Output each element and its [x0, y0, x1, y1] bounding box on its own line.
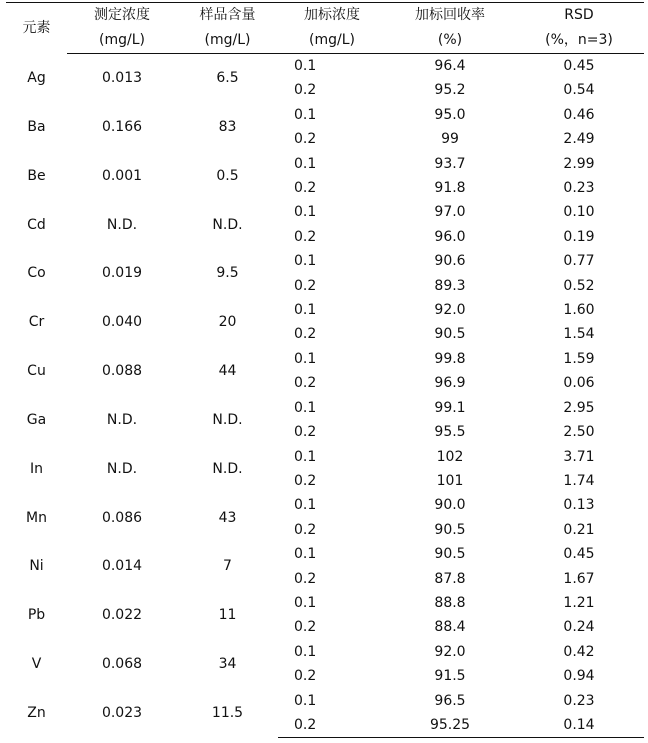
measured-cell: 0.068	[101, 655, 143, 672]
content-cell: 20	[218, 314, 237, 331]
measured-cell: 0.040	[101, 314, 143, 331]
spike-conc-cell: 0.2	[294, 424, 317, 441]
spike-conc-cell: 0.2	[294, 82, 317, 99]
rsd-cell: 2.99	[563, 155, 595, 172]
recovery-cell: 96.5	[434, 692, 466, 709]
content-cell: 6.5	[216, 70, 239, 87]
measured-cell: 0.088	[101, 363, 143, 380]
rsd-cell: 0.23	[563, 180, 595, 197]
recovery-cell: 95.25	[386, 713, 514, 738]
measured-cell: 0.013	[101, 70, 143, 87]
table-row	[6, 298, 644, 322]
spike-conc-cell: 0.2	[294, 668, 317, 685]
rsd-cell: 0.77	[563, 253, 595, 270]
content-cell: N.D.	[212, 411, 243, 428]
rsd-cell: 0.19	[563, 228, 595, 245]
rsd-cell: 0.06	[563, 375, 595, 392]
header-content-unit: (mg/L)	[177, 28, 278, 54]
rsd-cell: 1.67	[563, 570, 595, 587]
measured-cell: 0.086	[101, 509, 143, 526]
element-cell: Cu	[27, 363, 46, 380]
measured-cell: 0.019	[101, 265, 143, 282]
table-body	[6, 54, 644, 738]
rsd-cell: 0.13	[563, 497, 595, 514]
recovery-cell: 89.3	[434, 277, 466, 294]
element-cell: Ni	[29, 558, 44, 575]
element-cell: Ba	[27, 119, 46, 136]
spike-conc-cell: 0.1	[294, 594, 317, 611]
rsd-cell: 0.42	[563, 643, 595, 660]
spike-conc-cell: 0.1	[294, 106, 317, 123]
element-cell: Cd	[27, 216, 46, 233]
table-row	[6, 200, 644, 224]
table-row	[6, 542, 644, 566]
recovery-cell: 95.2	[434, 82, 466, 99]
recovery-cell: 93.7	[434, 155, 466, 172]
element-cell: Ag	[27, 69, 46, 86]
element-cell: Zn	[27, 705, 46, 722]
header-element: 元素	[6, 3, 67, 54]
recovery-cell: 99	[441, 131, 459, 148]
element-cell: Cr	[28, 314, 45, 331]
measured-cell: N.D.	[106, 411, 138, 428]
spike-conc-cell: 0.2	[294, 375, 317, 392]
table-row	[6, 591, 644, 615]
table-row	[6, 54, 644, 79]
measured-cell: N.D.	[106, 216, 138, 233]
measured-cell: N.D.	[106, 460, 138, 477]
recovery-cell: 99.8	[434, 350, 466, 367]
element-cell: Co	[27, 265, 46, 282]
spike-conc-cell: 0.1	[294, 448, 317, 465]
recovery-cell: 95.5	[434, 424, 466, 441]
spike-conc-cell: 0.1	[294, 253, 317, 270]
recovery-cell: 92.0	[434, 302, 466, 319]
recovery-cell: 88.4	[434, 619, 466, 636]
rsd-cell: 2.95	[563, 399, 595, 416]
table-row	[6, 445, 644, 469]
spike-conc-cell: 0.2	[294, 277, 317, 294]
spike-recovery-table	[6, 2, 644, 738]
content-cell: N.D.	[212, 460, 243, 477]
rsd-cell: 0.94	[563, 668, 595, 685]
measured-cell: 0.166	[101, 119, 143, 136]
content-cell: 9.5	[216, 265, 239, 282]
spike-conc-cell: 0.1	[294, 643, 317, 660]
spike-conc-cell: 0.2	[294, 131, 317, 148]
recovery-cell: 101	[436, 472, 464, 489]
element-cell: Pb	[27, 607, 46, 624]
recovery-cell: 91.8	[434, 180, 466, 197]
content-cell: 7	[223, 558, 232, 575]
element-cell: Mn	[26, 509, 47, 526]
header-spike: 加标浓度	[278, 3, 386, 29]
header-spike-unit: (mg/L)	[278, 28, 386, 54]
rsd-cell: 0.45	[563, 58, 595, 74]
recovery-cell: 96.9	[434, 375, 466, 392]
table-row	[6, 689, 644, 713]
rsd-cell: 3.71	[563, 448, 595, 465]
recovery-cell: 91.5	[434, 668, 466, 685]
spike-conc-cell: 0.2	[278, 713, 386, 738]
spike-conc-cell: 0.1	[294, 302, 317, 319]
results-table-container	[6, 2, 644, 738]
recovery-cell: 99.1	[434, 399, 466, 416]
recovery-cell: 97.0	[434, 204, 466, 221]
recovery-cell: 90.0	[434, 497, 466, 514]
header-rsd: RSD	[514, 3, 644, 29]
header-row-1	[6, 3, 644, 29]
rsd-cell: 2.49	[563, 131, 595, 148]
recovery-cell: 90.5	[434, 546, 466, 563]
recovery-cell: 102	[436, 448, 464, 465]
recovery-cell: 87.8	[434, 570, 466, 587]
rsd-cell: 2.50	[563, 424, 595, 441]
table-row	[6, 152, 644, 176]
spike-conc-cell: 0.1	[294, 399, 317, 416]
spike-conc-cell: 0.2	[294, 326, 317, 343]
header-measured-unit: (mg/L)	[67, 28, 177, 54]
rsd-cell: 0.14	[514, 713, 644, 738]
rsd-cell: 1.74	[563, 472, 595, 489]
table-row	[6, 493, 644, 517]
recovery-cell: 90.5	[434, 521, 466, 538]
element-cell: Be	[27, 167, 46, 184]
content-cell: 83	[218, 119, 237, 136]
spike-conc-cell: 0.2	[294, 180, 317, 197]
rsd-cell: 0.24	[563, 619, 595, 636]
header-recovery-unit: (%)	[386, 28, 514, 54]
spike-conc-cell: 0.1	[294, 692, 317, 709]
spike-conc-cell: 0.2	[294, 228, 317, 245]
spike-conc-cell: 0.2	[294, 570, 317, 587]
rsd-cell: 1.54	[563, 326, 595, 343]
spike-conc-cell: 0.1	[294, 58, 317, 74]
rsd-cell: 0.21	[563, 521, 595, 538]
rsd-cell: 0.45	[563, 546, 595, 563]
spike-conc-cell: 0.2	[294, 619, 317, 636]
rsd-cell: 0.23	[563, 692, 595, 709]
spike-conc-cell: 0.1	[294, 350, 317, 367]
measured-cell: 0.001	[101, 167, 143, 184]
spike-conc-cell: 0.1	[294, 204, 317, 221]
spike-conc-cell: 0.2	[294, 472, 317, 489]
content-cell: 44	[218, 363, 237, 380]
element-cell: In	[29, 460, 43, 477]
table-row	[6, 103, 644, 127]
rsd-cell: 1.21	[563, 594, 595, 611]
table-row	[6, 640, 644, 664]
content-cell: 11.5	[211, 705, 244, 722]
measured-cell: 0.014	[101, 558, 143, 575]
table-row	[6, 347, 644, 371]
recovery-cell: 88.8	[434, 594, 466, 611]
rsd-cell: 1.59	[563, 350, 595, 367]
spike-conc-cell: 0.1	[294, 155, 317, 172]
content-cell: 0.5	[216, 167, 239, 184]
header-row-2	[6, 28, 644, 54]
content-cell: 11	[218, 607, 237, 624]
header-content: 样品含量	[177, 3, 278, 29]
header-measured: 测定浓度	[67, 3, 177, 29]
rsd-cell: 1.60	[563, 302, 595, 319]
spike-conc-cell: 0.2	[294, 521, 317, 538]
table-header	[6, 3, 644, 54]
element-cell: V	[31, 655, 42, 672]
rsd-cell: 0.54	[563, 82, 595, 99]
content-cell: 34	[218, 655, 237, 672]
spike-conc-cell: 0.1	[294, 546, 317, 563]
recovery-cell: 90.6	[434, 253, 466, 270]
rsd-cell: 0.46	[563, 106, 595, 123]
header-recovery: 加标回收率	[386, 3, 514, 29]
table-row	[6, 396, 644, 420]
rsd-cell: 0.10	[563, 204, 595, 221]
element-cell: Ga	[26, 411, 47, 428]
spike-conc-cell: 0.1	[294, 497, 317, 514]
content-cell: 43	[218, 509, 237, 526]
recovery-cell: 96.0	[434, 228, 466, 245]
rsd-cell: 0.52	[563, 277, 595, 294]
recovery-cell: 95.0	[434, 106, 466, 123]
recovery-cell: 96.4	[434, 58, 466, 74]
recovery-cell: 90.5	[434, 326, 466, 343]
measured-cell: 0.022	[101, 607, 143, 624]
header-rsd-unit: (%，n=3)	[514, 28, 644, 54]
measured-cell: 0.023	[101, 705, 143, 722]
content-cell: N.D.	[212, 216, 243, 233]
recovery-cell: 92.0	[434, 643, 466, 660]
table-row	[6, 249, 644, 273]
